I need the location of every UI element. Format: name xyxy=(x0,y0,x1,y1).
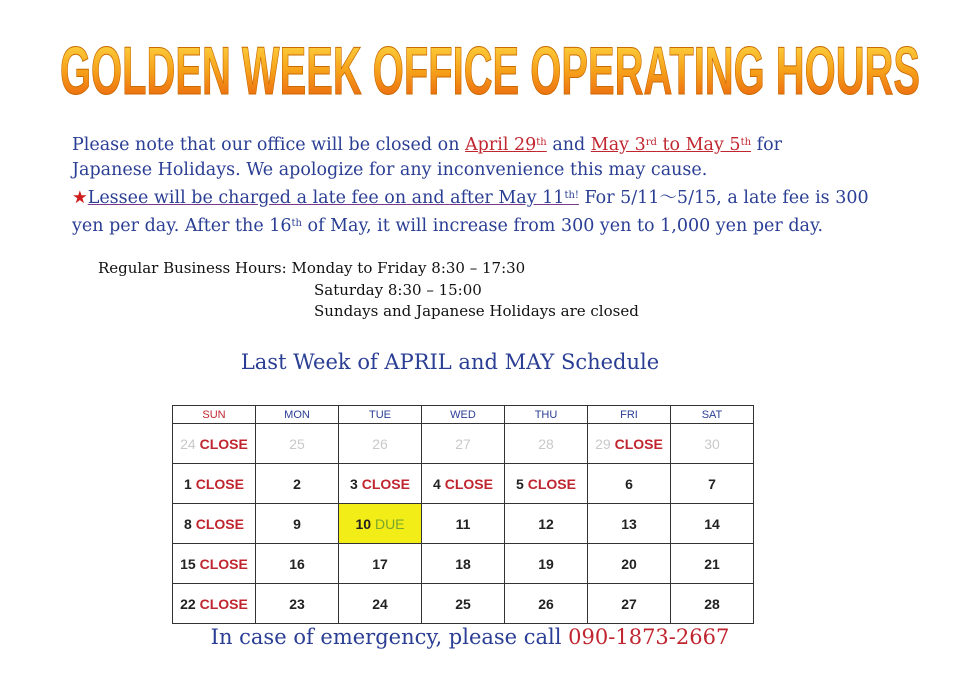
notice-line-3: ★Lessee will be charged a late fee on and after May $11^{th!}$ For 5/11～5/15, a late fee is 300 xyxy=(72,188,869,208)
day-header-wed: WED xyxy=(422,406,505,424)
day-number: 23 xyxy=(289,595,305,612)
calendar-day-cell xyxy=(671,464,754,504)
calendar-day-cell xyxy=(588,544,671,584)
emergency-text: In case of emergency, please call xyxy=(210,625,569,649)
calendar-week-row xyxy=(173,424,754,464)
day-number: 12 xyxy=(538,515,554,532)
day-number: 27 xyxy=(455,435,471,452)
day-number: 19 xyxy=(538,555,554,572)
calendar-day-cell xyxy=(256,424,339,464)
day-number: 13 xyxy=(621,515,637,532)
day-number: 17 xyxy=(372,555,388,572)
day-header-sun: SUN xyxy=(173,406,256,424)
schedule-title: Last Week of APRIL and MAY Schedule xyxy=(240,350,660,374)
day-number: 15 xyxy=(180,555,196,572)
day-number: 2 xyxy=(293,475,301,492)
notice-text: Please note that our office will be closed on xyxy=(72,135,466,155)
calendar-day-cell xyxy=(422,464,505,504)
close-label: CLOSE xyxy=(523,475,576,492)
calendar-day-cell xyxy=(671,424,754,464)
calendar-header-row xyxy=(173,406,754,424)
calendar-week-row xyxy=(173,544,754,584)
calendar-day-cell xyxy=(505,544,588,584)
calendar-table xyxy=(172,405,754,624)
day-number: 10 xyxy=(355,515,372,532)
day-header-fri: FRI xyxy=(588,406,671,424)
day-number: 8 xyxy=(184,515,192,532)
day-number: 5 xyxy=(516,475,524,492)
day-number: 11 xyxy=(455,515,471,532)
closed-date-may: May 3rd to May 5th xyxy=(590,135,752,155)
star-icon: ★ xyxy=(72,188,88,208)
calendar-day-cell xyxy=(422,544,505,584)
calendar-day-cell xyxy=(256,504,339,544)
calendar-week-row xyxy=(173,464,754,504)
notice-paragraph xyxy=(72,130,932,239)
calendar-day-cell xyxy=(256,584,339,624)
calendar-day-cell xyxy=(422,424,505,464)
day-number: 18 xyxy=(455,555,471,572)
close-label: CLOSE xyxy=(191,475,244,492)
day-number: 1 xyxy=(184,475,192,492)
day-number: 4 xyxy=(433,475,441,492)
day-number: 20 xyxy=(621,555,637,572)
day-number: 22 xyxy=(180,595,196,612)
calendar-day-cell xyxy=(173,464,256,504)
calendar-day-cell xyxy=(505,504,588,544)
calendar-day-cell xyxy=(256,464,339,504)
day-number: 26 xyxy=(372,435,388,452)
calendar-day-cell xyxy=(588,584,671,624)
emergency-contact xyxy=(0,625,940,649)
late-fee-warning: Lessee will be charged a late fee on and after May $11^{th!}$ xyxy=(87,188,579,208)
calendar-day-cell xyxy=(339,424,422,464)
day-header-thu: THU xyxy=(505,406,588,424)
calendar-day-cell xyxy=(339,584,422,624)
calendar-day-cell xyxy=(339,504,422,544)
day-number: 6 xyxy=(625,475,633,492)
close-label: CLOSE xyxy=(357,475,410,492)
calendar-day-cell xyxy=(422,504,505,544)
calendar-week-row xyxy=(173,584,754,624)
calendar-day-cell xyxy=(173,424,256,464)
calendar-day-cell xyxy=(671,544,754,584)
calendar-day-cell xyxy=(256,544,339,584)
calendar-day-cell xyxy=(588,504,671,544)
day-number: 30 xyxy=(704,435,720,452)
day-number: 14 xyxy=(704,515,720,532)
day-number: 25 xyxy=(455,595,471,612)
calendar-week-row xyxy=(173,504,754,544)
calendar-day-cell xyxy=(505,464,588,504)
calendar-day-cell xyxy=(588,464,671,504)
closed-date-april: April 29th xyxy=(465,135,547,155)
day-header-tue: TUE xyxy=(339,406,422,424)
day-number: 21 xyxy=(704,555,720,572)
hours-weekday: Regular Business Hours: Monday to Friday 8:30 – 17:30 xyxy=(98,259,526,277)
day-number: 28 xyxy=(538,435,554,452)
day-number: 29 xyxy=(595,435,611,452)
close-label: CLOSE xyxy=(610,435,663,452)
day-header-sat: SAT xyxy=(671,406,754,424)
day-number: 25 xyxy=(289,435,305,452)
day-number: 7 xyxy=(708,475,716,492)
calendar-day-cell xyxy=(173,544,256,584)
day-number: 24 xyxy=(180,435,196,452)
close-label: CLOSE xyxy=(195,435,248,452)
calendar-day-cell xyxy=(339,464,422,504)
calendar-day-cell xyxy=(339,544,422,584)
calendar-day-cell xyxy=(588,424,671,464)
notice-line-4: yen per day. After the 16th of May, it will increase from 300 yen to 1,000 yen per day. xyxy=(72,216,824,236)
day-number: 16 xyxy=(289,555,305,572)
day-number: 24 xyxy=(372,595,388,612)
calendar-day-cell xyxy=(671,584,754,624)
calendar-day-cell xyxy=(505,584,588,624)
business-hours xyxy=(98,258,639,323)
close-label: CLOSE xyxy=(191,515,244,532)
emergency-phone: 090-1873-2667 xyxy=(568,625,730,649)
notice-line-2: Japanese Holidays. We apologize for any inconvenience this may cause. xyxy=(72,160,708,180)
day-number: 28 xyxy=(704,595,720,612)
hours-closed: Sundays and Japanese Holidays are closed xyxy=(314,302,639,320)
calendar-body xyxy=(173,424,754,624)
close-label: CLOSE xyxy=(195,555,248,572)
calendar-day-cell xyxy=(173,584,256,624)
day-number: 26 xyxy=(538,595,554,612)
close-label: CLOSE xyxy=(440,475,493,492)
title-text: GOLDEN WEEK OFFICE OPERATING HOURS xyxy=(60,33,920,109)
calendar-day-cell xyxy=(671,504,754,544)
day-number: 9 xyxy=(293,515,301,532)
hours-saturday: Saturday 8:30 – 15:00 xyxy=(314,280,482,299)
title-banner xyxy=(40,6,940,116)
calendar-day-cell xyxy=(505,424,588,464)
close-label: CLOSE xyxy=(195,595,248,612)
calendar-day-cell xyxy=(173,504,256,544)
notice-line-1: Please note that our office will be closed on April 29th and May 3rd to May 5th for xyxy=(72,135,782,155)
day-number: 3 xyxy=(350,475,358,492)
day-number: 27 xyxy=(621,595,637,612)
day-header-mon: MON xyxy=(256,406,339,424)
page-title xyxy=(40,6,940,116)
calendar-day-cell xyxy=(422,584,505,624)
due-label: DUE xyxy=(371,515,405,532)
